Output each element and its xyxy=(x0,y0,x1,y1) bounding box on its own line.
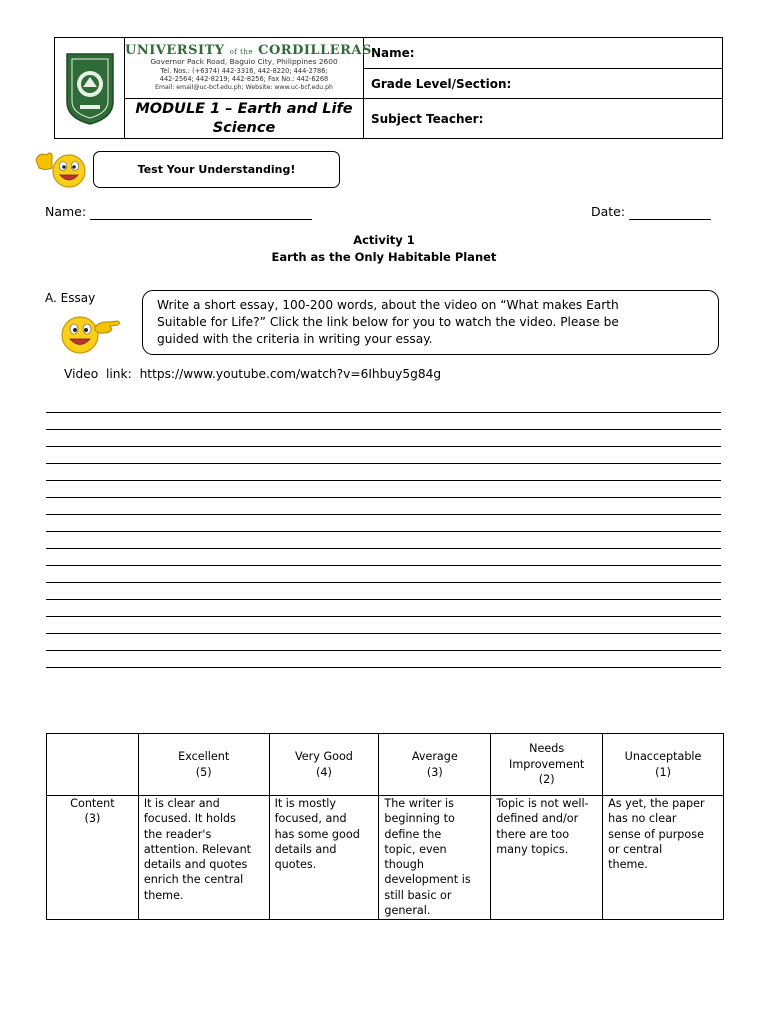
rubric-header-needs-improvement xyxy=(491,734,603,796)
header-grade-label: Grade Level/Section: xyxy=(371,76,512,91)
rubric-cell-line: The writer is xyxy=(384,797,454,810)
rubric-cell-unacceptable xyxy=(603,796,724,920)
header-name-field[interactable] xyxy=(364,38,722,69)
rubric-cell-line: many topics. xyxy=(496,842,569,856)
seal-cell xyxy=(55,38,125,138)
writing-line[interactable] xyxy=(46,412,721,413)
module-title-line2: Science xyxy=(212,119,276,136)
rubric-header-row xyxy=(47,734,724,796)
school-name-of-the: of the xyxy=(229,48,254,56)
header-teacher-label: Subject Teacher: xyxy=(371,111,484,126)
rubric-header-label: Unacceptable xyxy=(624,750,702,763)
school-name xyxy=(125,43,372,58)
writing-line[interactable] xyxy=(46,514,721,515)
rubric-cell-line: As yet, the paper xyxy=(608,797,705,810)
date-label: Date: xyxy=(591,204,626,219)
rubric-cell-line: It is clear and xyxy=(143,797,220,810)
school-address: Governor Pack Road, Baguio City, Philippines 2600 xyxy=(150,57,338,66)
writing-line[interactable] xyxy=(46,480,721,481)
writing-line[interactable] xyxy=(46,667,721,668)
rubric-header-label: Needs xyxy=(529,742,565,756)
rubric-cell-line: quotes. xyxy=(274,858,317,872)
rubric-header-score: (2) xyxy=(538,773,555,787)
rubric-cell-line: topic, even xyxy=(384,842,447,856)
writing-line[interactable] xyxy=(46,616,721,617)
rubric-header-score: (3) xyxy=(426,765,443,779)
writing-line[interactable] xyxy=(46,599,721,600)
school-email: Email: email@uc-bcf.edu.ph; Website: www.uc-bcf.edu.ph xyxy=(155,83,333,91)
rubric-cell-line: has no clear xyxy=(608,812,677,826)
rubric-cell-line: beginning to xyxy=(384,812,455,826)
writing-line[interactable] xyxy=(46,463,721,464)
rubric-cell-line: define the xyxy=(384,827,442,841)
rubric-cell-line: Topic is not well- xyxy=(496,797,589,810)
thumbs-up-smiley-icon xyxy=(33,150,91,190)
rubric-cell-line: It is mostly xyxy=(274,797,336,810)
rubric-header-score: (4) xyxy=(316,765,332,779)
test-your-understanding-label: Test Your Understanding! xyxy=(137,163,296,176)
rubric-cell-line: or central xyxy=(608,842,663,856)
video-link-label: Video link: xyxy=(64,367,132,381)
essay-label: A. Essay xyxy=(45,291,96,305)
school-letterhead xyxy=(125,38,372,99)
module-title-line1: MODULE 1 – Earth and Life xyxy=(135,100,353,117)
rubric-cell-very-good xyxy=(269,796,379,920)
rubric-header-score: (5) xyxy=(195,765,212,779)
rubric-cell-line: sense of purpose xyxy=(608,827,704,841)
rubric-content-row xyxy=(47,796,724,920)
school-info-cell xyxy=(125,38,372,138)
rubric-header-very-good xyxy=(269,734,379,796)
video-link-row xyxy=(64,367,441,381)
rubric-cell-line: attention. Relevant xyxy=(143,842,252,856)
rubric-cell-average xyxy=(379,796,491,920)
rubric-cell-line: enrich the central xyxy=(143,873,244,887)
rubric-header-unacceptable xyxy=(603,734,724,796)
rubric-cell-line: the reader's xyxy=(143,827,212,841)
essay-instruction-line2: Suitable for Life?” Click the link below for you to watch the video. Please be xyxy=(157,315,619,329)
rubric-cell-line: though xyxy=(384,858,424,872)
module-title xyxy=(125,99,363,138)
rubric-table xyxy=(46,733,724,920)
header-grade-field[interactable] xyxy=(364,69,722,99)
rubric-header-label: Average xyxy=(411,750,458,763)
rubric-cell-line: details and xyxy=(274,842,337,856)
writing-line[interactable] xyxy=(46,650,721,651)
rubric-cell-line: focused. It holds xyxy=(143,812,236,826)
pointing-smiley-icon xyxy=(58,313,122,357)
criterion-label: Content xyxy=(70,797,115,810)
writing-line[interactable] xyxy=(46,565,721,566)
writing-line[interactable] xyxy=(46,446,721,447)
student-name-field[interactable] xyxy=(45,204,312,220)
activity-number: Activity 1 xyxy=(353,233,415,247)
school-name-part1: UNIVERSITY xyxy=(125,43,225,58)
rubric-criterion-content xyxy=(47,796,139,920)
header-name-label: Name: xyxy=(371,46,415,60)
rubric-cell-line: defined and/or xyxy=(496,812,579,826)
name-label: Name: xyxy=(45,204,87,219)
rubric-cell-line: still basic or xyxy=(384,888,452,902)
header-teacher-field[interactable] xyxy=(364,99,722,138)
rubric-header-label: Very Good xyxy=(295,750,353,763)
test-your-understanding-box xyxy=(93,151,340,188)
writing-line[interactable] xyxy=(46,548,721,549)
rubric-header-average xyxy=(379,734,491,796)
rubric-cell-line: details and quotes xyxy=(143,858,248,872)
rubric-header-label: Improvement xyxy=(509,757,585,771)
rubric-header-criteria xyxy=(47,734,139,796)
writing-line[interactable] xyxy=(46,429,721,430)
rubric-cell-line: general. xyxy=(384,904,431,918)
writing-line[interactable] xyxy=(46,582,721,583)
essay-instruction-line1: Write a short essay, 100-200 words, about the video on “What makes Earth xyxy=(157,298,619,312)
rubric-header-label: Excellent xyxy=(178,750,230,763)
rubric-cell-line: focused, and xyxy=(274,812,347,826)
rubric-header-excellent xyxy=(138,734,269,796)
student-fields xyxy=(364,38,722,138)
writing-line[interactable] xyxy=(46,633,721,634)
school-name-part2: CORDILLERAS xyxy=(258,43,372,58)
writing-line[interactable] xyxy=(46,497,721,498)
activity-title: Earth as the Only Habitable Planet xyxy=(271,250,497,264)
name-blank[interactable] xyxy=(90,204,312,220)
date-blank[interactable] xyxy=(629,204,711,220)
date-field[interactable] xyxy=(591,204,711,220)
rubric-cell-line: there are too xyxy=(496,827,570,841)
rubric-cell-line: theme. xyxy=(143,888,184,902)
rubric-cell-excellent xyxy=(138,796,269,920)
video-url-link[interactable]: https://www.youtube.com/watch?v=6Ihbuy5g84g xyxy=(139,367,442,381)
module-header xyxy=(54,37,723,139)
writing-line[interactable] xyxy=(46,531,721,532)
rubric-cell-line: development is xyxy=(384,873,471,887)
essay-instruction-bubble xyxy=(142,290,719,355)
rubric-cell-line: has some good xyxy=(274,827,360,841)
university-seal-logo xyxy=(63,50,117,126)
essay-instruction-line3: guided with the criteria in writing your essay. xyxy=(157,332,433,346)
criterion-score: (3) xyxy=(84,812,101,826)
rubric-cell-needs-improvement xyxy=(491,796,603,920)
school-telephone-1: Tel. Nos.: (+6374) 442-3316, 442-8220; 444-2786; xyxy=(160,66,328,75)
school-telephone-2: 442-2564; 442-8219; 442-8256; Fax No.: 442-6268 xyxy=(159,75,329,83)
rubric-cell-line: theme. xyxy=(608,858,648,872)
rubric-header-score: (1) xyxy=(655,765,671,779)
